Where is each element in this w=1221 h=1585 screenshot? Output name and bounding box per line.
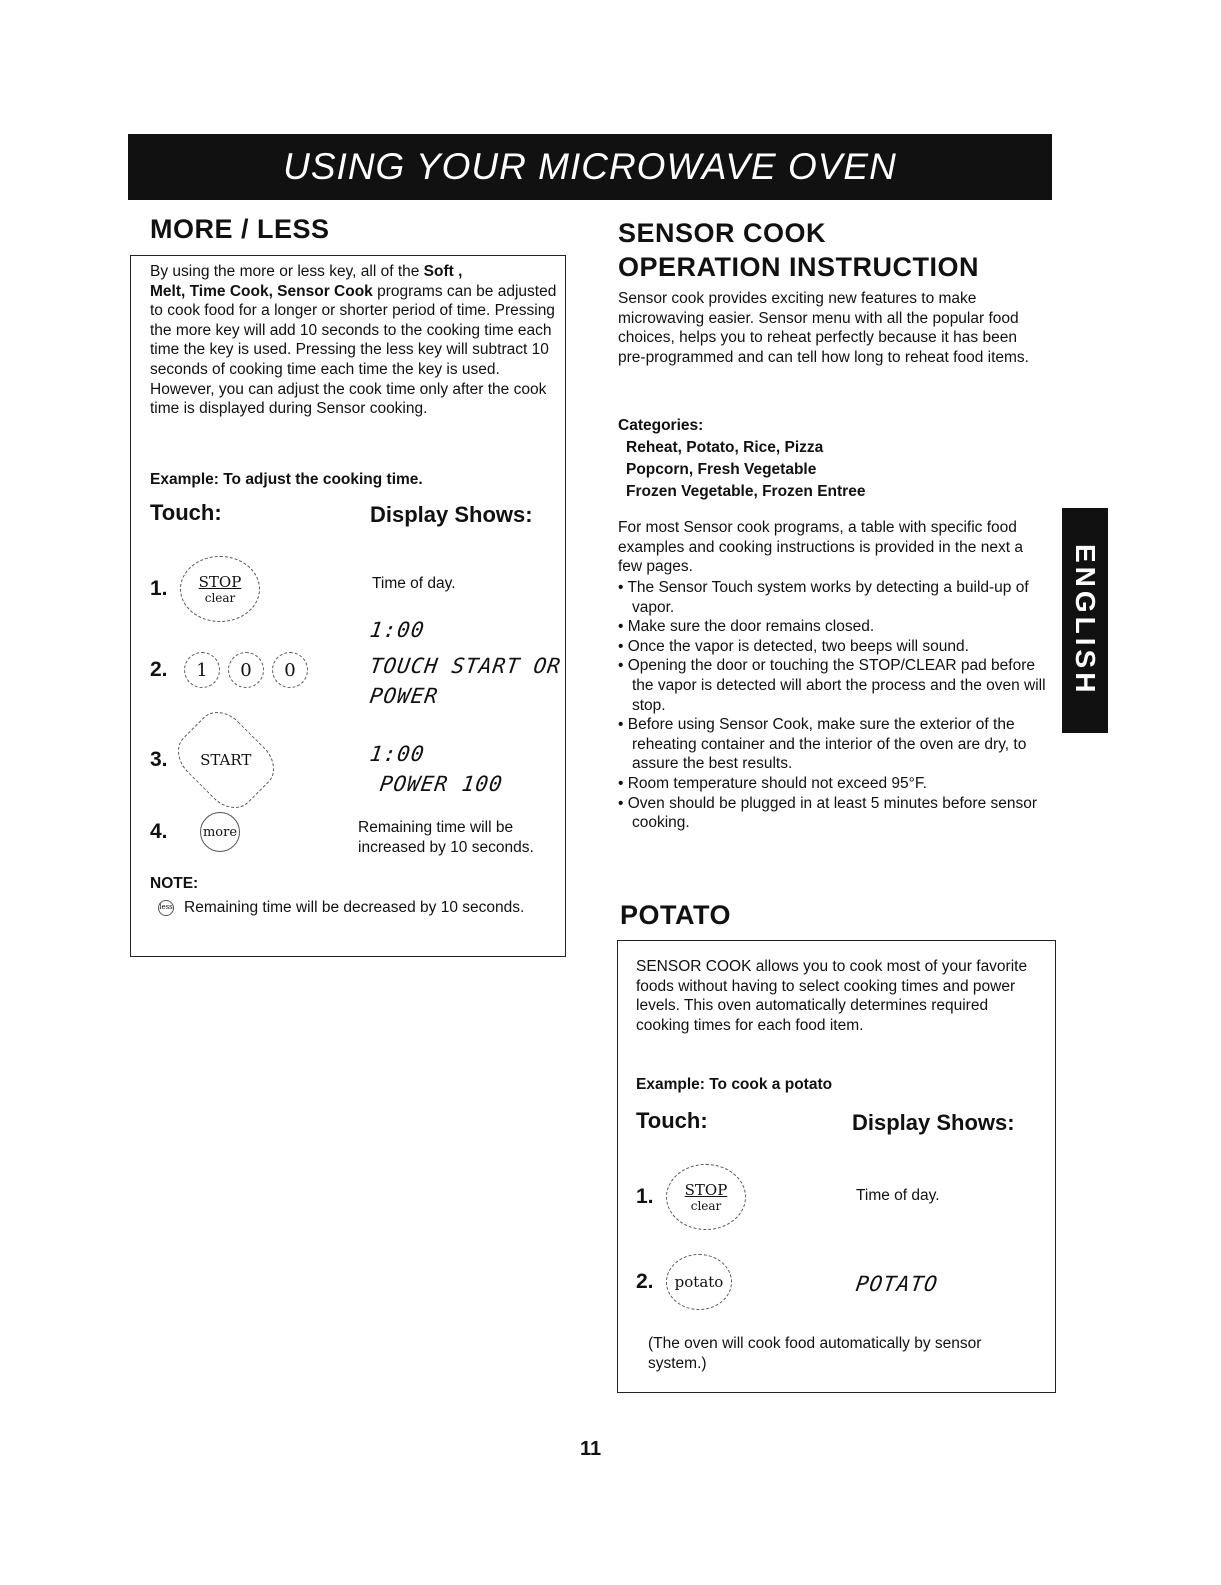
potato-step-1 [636, 1164, 746, 1230]
note-line [158, 898, 524, 918]
potato-title: POTATO [620, 900, 731, 930]
potato-display-header: Display Shows: [852, 1110, 1015, 1135]
touch-header: Touch: [150, 500, 222, 525]
language-tab-label: ENGLISH [1070, 544, 1101, 697]
more-less-intro: By using the more or less key, all of the Soft , Melt, Time Cook, Sensor Cook programs can be adjusted to cook food for a longer or shorter period of time. Pressing the more key will add 10 seconds to the cooking time each time the key is used. Pressing the less key will subtract 10 seconds of cooking time each time the key is used. However, you can adjust the cook time only after the cook time is displayed during Sensor cooking. [150, 263, 557, 418]
list-item: • Opening the door or touching the STOP/CLEAR pad before the vapor is detected will abort the process and the oven will stop. [618, 657, 1046, 714]
number-0-key: 0 [228, 652, 264, 688]
category-line-2: Popcorn, Fresh Vegetable [626, 461, 817, 478]
step-number: 3. [150, 748, 168, 771]
display-header: Display Shows: [370, 502, 533, 527]
page-number: 11 [580, 1438, 602, 1460]
potato-example: Example: To cook a potato [636, 1076, 833, 1093]
step-2-display-time: 1:00 [368, 618, 427, 642]
potato-step-1-display: Time of day. [856, 1187, 940, 1204]
list-item: • Make sure the door remains closed. [618, 618, 875, 636]
categories-label: Categories: [618, 417, 704, 434]
list-item: • Once the vapor is detected, two beeps will sound. [618, 637, 969, 655]
list-item: • Before using Sensor Cook, make sure the exterior of the reheating container and the interior of the oven are dry, to assure the best results. [618, 716, 1027, 773]
step-number: 4. [150, 820, 168, 843]
operation-instruction-title: OPERATION INSTRUCTION [618, 252, 979, 282]
more-less-example: Example: To adjust the cooking time. [150, 471, 423, 488]
number-0-key: 0 [272, 652, 308, 688]
step-2 [150, 652, 308, 688]
step-1-display: Time of day. [372, 575, 456, 592]
sensor-cook-bullets [618, 578, 1048, 833]
sensor-cook-title: SENSOR COOK [618, 218, 827, 248]
step-number: 1. [150, 577, 168, 600]
step-4-display: Remaining time will be increased by 10 seconds. [358, 819, 534, 856]
potato-step-2-display: POTATO [854, 1272, 940, 1296]
sensor-cook-paragraph: For most Sensor cook programs, a table with specific food examples and cooking instructions is provided in the next a few pages. [618, 519, 1023, 576]
number-1-key: 1 [184, 652, 220, 688]
potato-footer: (The oven will cook food automatically by sensor system.) [648, 1335, 982, 1372]
step-3-display-power: POWER 100 [378, 772, 505, 796]
step-number: 2. [150, 658, 168, 681]
step-2-display-line-1: TOUCH START OR [368, 654, 563, 678]
potato-touch-header: Touch: [636, 1108, 708, 1133]
list-item: • The Sensor Touch system works by detecting a build-up of vapor. [618, 579, 1029, 616]
stop-clear-key: STOP clear [180, 556, 260, 622]
less-key: less [158, 900, 174, 916]
step-number: 1. [636, 1185, 654, 1208]
step-1 [150, 556, 260, 622]
sensor-cook-intro: Sensor cook provides exciting new features to make microwaving easier. Sensor menu with all the popular food choices, helps you to reheat perfectly because it has been pre-programmed and can tell how long to reheat food items. [618, 290, 1029, 366]
more-key: more [200, 812, 240, 852]
potato-key: potato [666, 1254, 732, 1310]
step-3 [150, 724, 272, 796]
step-2-display-line-2: POWER [368, 684, 440, 708]
note-label: NOTE: [150, 875, 199, 892]
potato-intro: SENSOR COOK allows you to cook most of your favorite foods without having to select cooking times and power levels. This oven automatically determines required cooking times for each food item. [636, 958, 1028, 1034]
stop-clear-key: STOP clear [666, 1164, 746, 1230]
page-banner [128, 134, 1052, 200]
language-tab [1062, 508, 1108, 733]
note-text: Remaining time will be decreased by 10 seconds. [184, 899, 525, 916]
category-line-1: Reheat, Potato, Rice, Pizza [626, 439, 824, 456]
list-item: • Oven should be plugged in at least 5 minutes before sensor cooking. [618, 794, 1038, 832]
step-number: 2. [636, 1270, 654, 1293]
more-less-title: MORE / LESS [150, 214, 330, 244]
category-line-3: Frozen Vegetable, Frozen Entree [626, 483, 866, 500]
banner-title: USING YOUR MICROWAVE OVEN [283, 146, 897, 187]
list-item: • Room temperature should not exceed 95°F. [618, 774, 927, 792]
step-4 [150, 812, 240, 852]
potato-step-2 [636, 1254, 732, 1310]
step-3-display-time: 1:00 [368, 742, 427, 766]
start-key: START [168, 702, 284, 818]
